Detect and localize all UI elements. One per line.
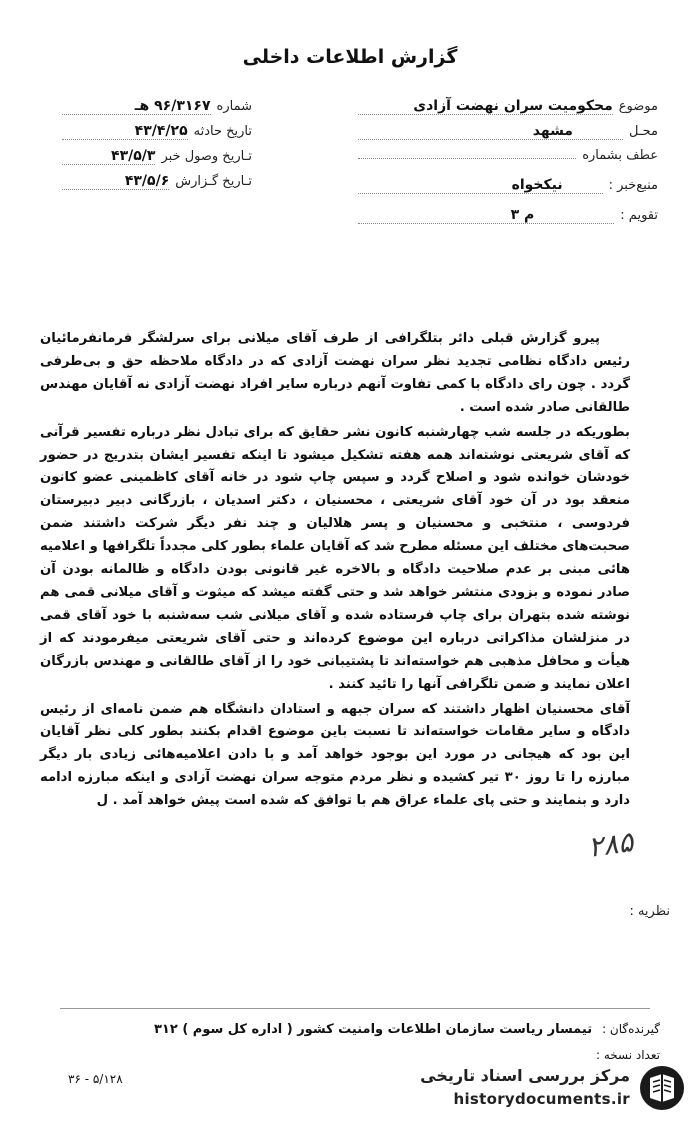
subject-label: موضوع: [618, 99, 658, 114]
header-row-incident-date: [62, 123, 252, 148]
location-value: مشهد: [358, 123, 623, 140]
watermark-persian-name: مرکز بررسی اسناد تاریخی: [420, 1066, 630, 1085]
reference-value: [358, 158, 576, 159]
location-label: محـل: [628, 124, 658, 139]
archive-logo-icon: [638, 1064, 686, 1112]
recipients-value: تیمسار ریاست سازمان اطلاعات وامنیت کشور ( اداره کل سوم ) ۳۱۲: [153, 1022, 593, 1037]
opinion-label: نظریه :: [629, 904, 670, 919]
received-date-label: تـاریخ وصول خبر: [161, 149, 252, 164]
report-title: گزارش اطلاعات داخلی: [242, 46, 458, 68]
watermark-website: historydocuments.ir: [453, 1090, 630, 1108]
calendar-label: تقویم :: [620, 208, 658, 223]
source-value: نیکخواه: [358, 177, 603, 194]
footer-divider: [60, 1008, 650, 1009]
number-value: ۹۶/۳۱۶۷ هـ: [62, 98, 211, 115]
header-row-subject: [358, 98, 658, 123]
incident-date-label: تاریخ حادثه: [193, 124, 252, 139]
source-label: منبع‌خبر :: [608, 178, 658, 193]
recipients-label: گیرنده‌گان :: [602, 1022, 660, 1036]
header-row-location: [358, 123, 658, 148]
header-row-number: [62, 98, 252, 123]
form-code: ۳۶ - ۵/۱۲۸: [68, 1072, 123, 1086]
body-paragraph-2: بطوریکه در جلسه شب چهارشنبه کانون نشر حقایق که برای تبادل نظر درباره تفسیر قرآنی که آقای شریعتی نوشته‌اند همه هفته تشکیل میشود تا اینکه تفسیر ایشان بتدریج در حضور خودشان خوانده شود و اصلاح گردد و سپس چاپ شود در خانه آقای کاظمینی عضو کانون منعقد بود در آن خود آقای شریعتی ، محسنیان ، دکتر اسدیان ، بازرگانی دبیر دبیرستان فردوسی ، منتخبی و محسنیان و پسر هلالیان و چند نفر دیگر شرکت داشتند ضمن صحبت‌های مختلف این مسئله مطرح شد که آقایان علماء بطور کلی مجدداً تلگرافها و اعلامیه هائی مبنی بر عدم صلاحیت دادگاه و بالاخره غیر قانونی بودن دادگاه و ظالمانه بودن آن صادر نموده و بزودی منتشر خواهد شد و حتی گفته میشد که میثوت و آقای میلانی قمی هم نوشته شده بتهران برای چاپ فرستاده شده و آقای میلانی شب سه‌شنبه با خود آقای قمی در منزلشان مذاکراتی درباره این موضوع کرده‌اند و حتی آقای شریعتی میفرمودند که از هیأت و محافل مذهبی هم خواسته‌اند تا پشتیبانی خود را از آقای طالقانی و مهندس بازرگان اعلان نمایند و ضمن تلگرافی آنها را تائید کنند .: [40, 424, 630, 692]
report-date-label: تـاریخ گـزارش: [175, 174, 252, 189]
report-body: [40, 328, 630, 813]
handwritten-page-number: ۲۸۵: [585, 825, 636, 864]
reference-label: عطف بشماره: [582, 148, 658, 163]
footer-recipients-row: [60, 1022, 660, 1037]
header-left-block: [62, 98, 252, 198]
header-row-calendar: [358, 207, 658, 232]
header-row-report-date: [62, 173, 252, 198]
received-date-value: ۴۳/۵/۳: [62, 148, 155, 165]
subject-value: محکومیت سران نهضت آزادی: [358, 98, 613, 115]
archive-watermark: [412, 1062, 692, 1114]
body-paragraph-1: پیرو گزارش قبلی دائر بتلگرافی از طرف آقای میلانی برای سرلشگر فرمانفرمائیان رئیس دادگاه نظامی تجدید نظر سران نهضت آزادی که در دادگاه ملاحظه حق و بی‌طرفی گردد . چون رای دادگاه با کمی تفاوت آنهم درباره سایر افراد نهضت آزادی نه آقایان مهندس طالقانی صادر شده است .: [40, 331, 630, 415]
header-row-reference: [358, 148, 658, 173]
header-row-source: [358, 177, 658, 207]
header-right-block: [358, 98, 658, 232]
body-paragraph-3: آقای محسنیان اظهار داشتند که سران جبهه و استادان دانشگاه هم ضمن نامه‌ای از رئیس دادگاه و سایر مقامات خواسته‌اند تا نسبت باین موضوع اقدام بکنند بطور کلی نظر آقایان این بود که هیجانی در مورد این بوجود خواهد آمد و با دادن اعلامیه‌هائی زیادی بار دیگر مبارزه را تا روز ۳۰ تیر کشیده و نظر مردم متوجه سران نهضت آزادی و اینکه مبارزه ادامه دارد و بنمایند و حتی پای علماء عراق هم با توافق که شده است پیش خواهد آمد . ل: [40, 701, 631, 809]
copies-label: تعداد نسخه :: [595, 1048, 660, 1062]
incident-date-value: ۴۳/۴/۲۵: [62, 123, 188, 140]
number-label: شماره: [216, 99, 252, 114]
report-date-value: ۴۳/۵/۶: [62, 173, 169, 190]
header-row-received-date: [62, 148, 252, 173]
calendar-value: م ۳: [358, 207, 614, 224]
